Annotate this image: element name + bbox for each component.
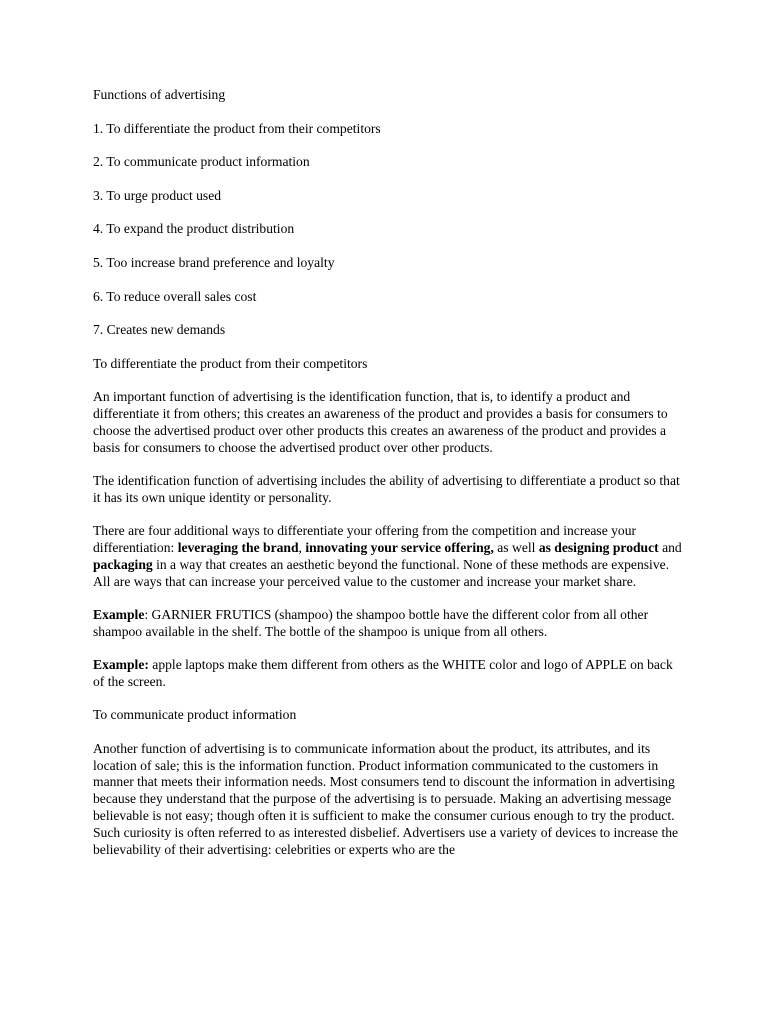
example-paragraph bbox=[93, 607, 684, 641]
example-label: Example bbox=[93, 607, 145, 623]
list-item: 2. To communicate product information bbox=[93, 154, 310, 170]
body-paragraph: An important function of advertising is the identification function, that is, to identify a product and differentiate it from others; this creates an awareness of the product and provides a basis for consumers to choose the advertised product over other products this creates an awareness of the product and provides a basis for consumers to choose the advertised product over other products. bbox=[93, 389, 668, 455]
section-heading: To communicate product information bbox=[93, 707, 297, 723]
bold-phrase: leveraging the brand bbox=[177, 540, 299, 556]
example-text: : GARNIER FRUTICS (shampoo) the shampoo bottle have the different color from all other shampoo available in the shelf. The bottle of the shampoo is unique from all others. bbox=[93, 607, 649, 639]
bold-phrase: packaging bbox=[93, 556, 153, 572]
list-item: 7. Creates new demands bbox=[93, 322, 226, 338]
paragraph-text: as well bbox=[493, 540, 539, 556]
section-heading: To differentiate the product from their competitors bbox=[93, 355, 368, 371]
list-item: 3. To urge product used bbox=[93, 187, 222, 203]
example-paragraph bbox=[93, 657, 684, 691]
bold-phrase: innovating your service offering, bbox=[305, 540, 494, 556]
list-item: 1. To differentiate the product from their competitors bbox=[93, 120, 381, 136]
paragraph-text: and bbox=[658, 540, 682, 556]
paragraph-text: , bbox=[298, 540, 306, 556]
example-text: apple laptops make them different from others as the WHITE color and logo of APPLE on back of the screen. bbox=[93, 657, 673, 690]
body-paragraph bbox=[93, 523, 684, 590]
body-paragraph: The identification function of advertising includes the ability of advertising to differentiate a product so that it has its own unique identity or personality. bbox=[93, 473, 680, 505]
list-item: 4. To expand the product distribution bbox=[93, 221, 295, 237]
bold-phrase: as designing product bbox=[538, 540, 659, 556]
example-label: Example: bbox=[93, 657, 149, 673]
list-item: 6. To reduce overall sales cost bbox=[93, 288, 257, 304]
document-title: Functions of advertising bbox=[93, 87, 226, 102]
body-paragraph: Another function of advertising is to communicate information about the product, its attributes, and its location of sale; this is the information function. Product information communicated to the customers in manner that meets their information needs. Most consumers tend to discount the information in advertising because they understand that the purpose of the advertising is to persuade. Making an advertising message believable is not easy; though often it is sufficient to make the consumer curious enough to try the product. Such curiosity is often referred to as interested disbelief. Advertisers use a variety of devices to increase the believability of their advertising: celebrities or experts who are the bbox=[93, 740, 679, 857]
paragraph-text: in a way that creates an aesthetic beyond the functional. None of these methods are expensive. All are ways that can increase your perceived value to the customer and increase your market share. bbox=[93, 556, 670, 589]
list-item: 5. Too increase brand preference and loyalty bbox=[93, 254, 335, 270]
paragraph-text: There are four additional ways to differentiate your offering from the competition and increase your differentiation: bbox=[93, 523, 637, 556]
